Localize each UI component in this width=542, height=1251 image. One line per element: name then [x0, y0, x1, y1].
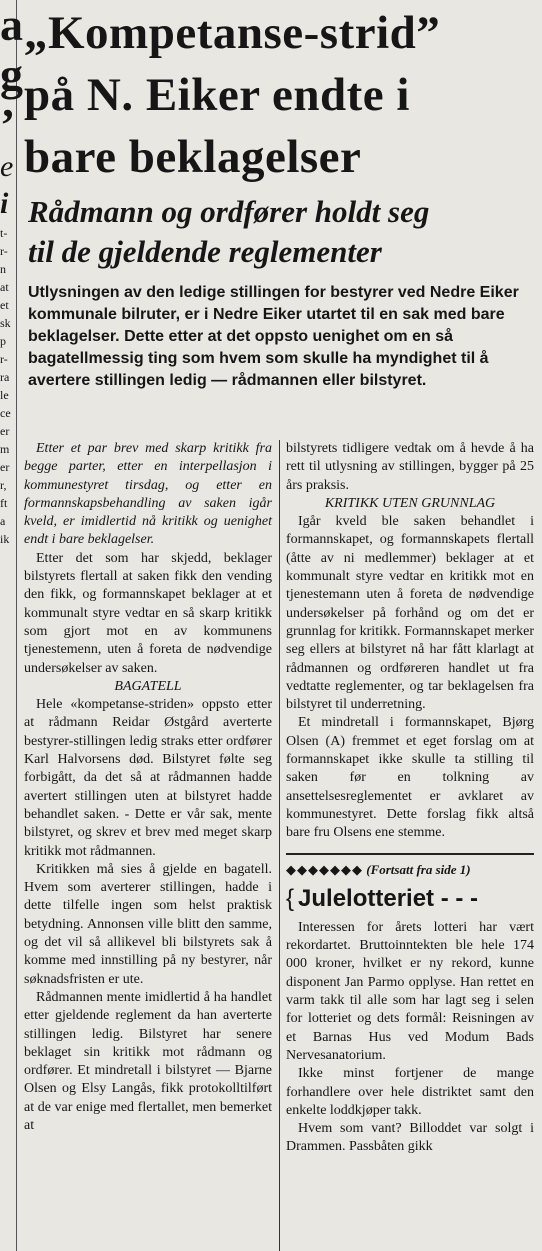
adjacent-column-edge [0, 0, 23, 1251]
edge-fragment: er [0, 424, 10, 438]
edge-letter: i [0, 187, 9, 220]
edge-fragment: r- [0, 352, 8, 366]
edge-fragment: a [0, 514, 6, 528]
body-paragraph: Et mindretall i formannskapet, Bjørg Olsen (A) fremmet et eget forslag om at formannskapet ikke skulle ta stilling til saken før en tolkning av ansettelsesreglementet er avklaret av kommunestyret. Dette forslag fikk altså bare fru Olsens ene stemme. [286, 715, 534, 841]
edge-fragment: t- [0, 226, 8, 240]
edge-letter: a [0, 0, 23, 50]
section-subhead: BAGATELL [114, 678, 182, 694]
edge-fragment: ik [0, 532, 10, 546]
edge-fragment: er [0, 460, 10, 474]
body-paragraph: Hvem som vant? Billoddet var solgt i Drammen. Passbåten gikk [286, 1121, 534, 1155]
edge-letter: g [0, 49, 23, 100]
edge-fragment: m [0, 442, 10, 456]
diamond-dots: ◆◆◆◆◆◆◆ [286, 861, 363, 877]
edge-fragment: et [0, 298, 9, 312]
body-paragraph: Interessen for årets lotteri har vært rekordartet. Bruttoinntekten ble hele 174 000 kroner, hvilket er ny rekord, kunne disponent Jan Parmo opplyse. Han rettet en varm takk til alle som har lagt seg i selen for lotteriet og dets formål: Reisningen av et Barnas Hus ved Modum Bads Nervesanatorium. [286, 919, 534, 1063]
edge-fragment: ra [0, 370, 10, 384]
subheadline-line: til de gjeldende reglementer [28, 234, 382, 269]
body-paragraph: Igår kveld ble saken behandlet i formannskapet, og formannskapets flertall (åtte av ni medlemmer) beklager at et kommunalt styre vedtar en kritikk mot en tjenestemann uten å foreta de nødvendige undersøkelser på forhånd og om det er grunnlag for kritikk. Formannskapet merker seg ellers at bilstyret nå har fått klarlagt at rådmannen og ordføreren handlet ut fra vedtatte reglementer, og tar beklagelsen fra bilstyret til underretning. [286, 514, 534, 713]
edge-fragment: p [0, 334, 6, 348]
edge-fragment: at [0, 280, 9, 294]
headline-line: „Kompetanse-strid” [24, 7, 441, 59]
edge-fragment: n [0, 262, 6, 276]
section-subhead: KRITIKK UTEN GRUNNLAG [324, 495, 496, 511]
lead-paragraph: Utlysningen av den ledige stillingen for bestyrer ved Nedre Eiker kommunale bilruter, er i Nedre Eiker utartet til en sak med bare beklagelser. Dette etter at det oppsto uenighet om en så bagatellmessig ting som hvem som skulle ha myndighet til å avertere stillingen ledig — rådmannen eller bilstyret. [28, 284, 519, 389]
lottery-heading [286, 881, 534, 917]
brace-icon: { [286, 884, 295, 912]
intro-paragraph: Etter et par brev med skarp kritikk fra begge parter, etter en interpellasjon i kommunestyret tirsdag, og etter en formannskapsbehandling av saken igår kveld, er imidlertid nå kritikk og uenighet endt i bare beklagelser. [24, 441, 272, 548]
headline-line: på N. Eiker endte i [24, 69, 410, 121]
body-paragraph: bilstyrets tidligere vedtak om å hevde å ha rett til utlysning av stillingen, bygger på 25 års praksis. [286, 441, 534, 493]
body-paragraph: Ikke minst fortjener de mange forhandlere over hele distriktet samt den enkelte loddkjøper takk. [286, 1066, 534, 1118]
body-column-left [24, 440, 272, 1135]
lottery-heading-text: Julelotteriet - - - [298, 884, 479, 912]
continuation-marker [286, 853, 534, 879]
body-paragraph: Rådmannen mente imidlertid å ha handlet etter gjeldende reglement da han averterte stillingen ledig. Bilstyret har senere beklaget sin kritikk mot rådmann og ordfører. Et mindretall i bilstyret — Bjarne Olsen og Elsy Langås, fikk protokolltilført at de var enige med flertallet, men bemerket at [24, 989, 272, 1133]
edge-fragment: r- [0, 244, 8, 258]
edge-letter: e [0, 150, 14, 183]
edge-fragment: r, [0, 478, 7, 492]
body-paragraph: Kritikken må sies å gjelde en bagatell. Hvem som averterer stillingen, hadde i dette tilfelle ingen som helst praktisk betydning. Annonsen ville blitt den samme, og det vil så allikevel bli bilstyrets sak å komme med innstilling på ny bestyrer, når søknadsfristen er ute. [24, 861, 272, 987]
body-paragraph: Hele «kompetanse-striden» oppsto etter at rådmann Reidar Østgård averterte bestyrer-stillingen ledig straks etter ordfører Karl Halvorsens død. Bilstyret følte seg forbigått, da det så at rådmannen hadde avertert stillingen uten at bilstyret hadde behandlet saken. - Dette er vår sak, mente bilstyret, og skrev et brev med meget skarp kritikk mot rådmannen. [24, 697, 272, 859]
edge-letter: ’ [0, 99, 16, 150]
subheadline-line: Rådmann og ordfører holdt seg [28, 194, 430, 229]
body-paragraph: Etter det som har skjedd, beklager bilstyrets flertall at saken fikk den vending den fikk, og formannskapet beklager at et kommunalt styre vedtar en så skarp kritikk som gjort mot en av kommunens tjenestemenn, uten å foreta de nødvendige undersøkelser av saken. [24, 550, 272, 676]
body-column-right [286, 440, 534, 1157]
edge-fragment: sk [0, 316, 11, 330]
headline-line: bare beklagelser [24, 131, 362, 183]
column-divider [279, 440, 280, 1251]
edge-fragment: le [0, 388, 9, 402]
edge-fragment: ft [0, 496, 8, 510]
article-body [24, 440, 536, 1251]
headline [24, 2, 536, 188]
edge-fragment: ce [0, 406, 11, 420]
subheadline [28, 192, 536, 272]
continuation-text: (Fortsatt fra side 1) [366, 861, 471, 877]
article-header [24, 0, 536, 392]
